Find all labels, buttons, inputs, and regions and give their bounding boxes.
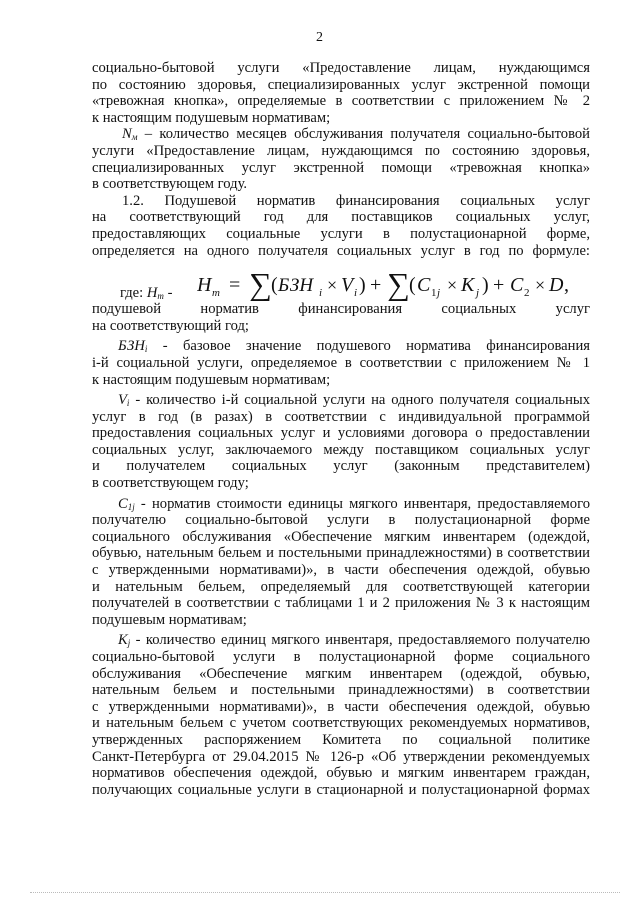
nm-symbol: N [122, 126, 132, 143]
v-continuation [92, 409, 590, 492]
section-1-2 [92, 193, 590, 259]
svg-text:∑: ∑ [249, 266, 272, 302]
text-line: в соответствующем году; [92, 475, 249, 492]
k-symbol: K [118, 632, 128, 649]
k-line-1 [92, 632, 590, 649]
document-body [92, 60, 590, 798]
k-subscript: j [127, 638, 131, 649]
svg-text:D: D [549, 274, 564, 297]
text-line: к настоящим подушевым нормативам; [92, 109, 331, 126]
svg-text:K: K [461, 274, 475, 297]
text-line: к настоящим подушевым нормативам; [92, 371, 331, 388]
text-line: получателю социально-бытовой услуги в полустационарной форме [92, 512, 590, 529]
bzn-text: - базовое значение подушевого норматива финансирования [147, 338, 590, 355]
text-line: в соответствующем году. [92, 176, 248, 193]
formula-prefix-symbol: Н [146, 285, 158, 302]
svg-text:×: × [447, 275, 458, 296]
svg-text:∑: ∑ [387, 266, 410, 302]
section-1-2-heading: 1.2. Подушевой норматив финансирования социальных услуг [122, 192, 590, 209]
c-line-1 [92, 496, 590, 513]
formula-prefix-dash: - [163, 285, 173, 302]
svg-text:i: i [354, 287, 358, 300]
text-line: получающих социальные услуги в стационарной и полустационарной формах [92, 781, 590, 798]
svg-text:j: j [476, 287, 480, 300]
text-line: социальных услуг, заключаемого между поставщиком социальных услуг [92, 441, 590, 458]
k-definition [92, 632, 590, 798]
bzn-subscript: i [144, 344, 148, 355]
nm-text: – количество месяцев обслуживания получателя социально-бытовой [137, 126, 590, 143]
text-line: обувью, нательным бельем и постельными принадлежностями) в соответствии [92, 545, 590, 562]
c-symbol: C [118, 495, 128, 512]
svg-text:V: V [341, 274, 354, 297]
svg-text:H: H [197, 274, 212, 297]
svg-text:j: j [437, 287, 441, 300]
text-line: социально-бытовой услуги «Предоставление лицам, нуждающимся [92, 60, 590, 76]
c-continuation [92, 512, 590, 628]
formula-equation [197, 259, 587, 301]
svg-text:+: + [370, 274, 382, 297]
text-line: утвержденных распоряжением Комитета по социальной политике [92, 731, 590, 748]
text-line: i-й социальной услуги, определяемое в соответствии с приложением № 1 [92, 354, 590, 371]
svg-text:): ) [359, 274, 366, 297]
text-line: на соответствующий год; [92, 317, 249, 334]
text-line: с утвержденными нормативами)», в части обеспечения одеждой, обувью [92, 698, 590, 715]
text-line: нательным бельем и постельными принадлежностями) в соответствии [92, 682, 590, 699]
svg-text:(: ( [271, 274, 278, 297]
text-line: по состоянию здоровья, специализированных услуг экстренной помощи [92, 76, 590, 93]
nm-definition [92, 126, 590, 192]
bzn-continuation [92, 355, 590, 388]
text-line: определяется на одного получателя социальных услуг в год по формуле: [92, 242, 590, 259]
text-line: и получателем социальных услуг (законным представителем) [92, 458, 590, 475]
v-line-1 [92, 392, 590, 409]
v-subscript: i [126, 398, 130, 409]
text-line: специализированных услуг экстренной помощи «тревожная кнопка» [92, 159, 590, 176]
text-line: и нательным бельем с учетом соответствующих рекомендуемых нормативов, [92, 715, 590, 732]
nm-continuation [92, 143, 590, 193]
text-line: Санкт-Петербурга от 29.04.2015 № 126-р «Об утверждении рекомендуемых [92, 748, 590, 765]
text-line: услуг в год (в разах) в соответствии с индивидуальной программой [92, 408, 590, 425]
svg-text:,: , [564, 274, 569, 297]
c-subscript: 1j [127, 501, 135, 512]
text-line: нормативов обеспечения одеждой, обувью и мягким инвентарем граждан, [92, 765, 590, 782]
text-line: подушевым нормативам; [92, 611, 247, 628]
text-line: обслуживания «Обеспечение мягким инвентарем (одеждой, обувью, [92, 665, 590, 682]
text-line: социального обслуживания «Обеспечение мягким инвентарем (одеждой, [92, 528, 590, 545]
nm-subscript: м [131, 132, 138, 143]
svg-text:i: i [319, 287, 323, 300]
formula-continuation [92, 301, 590, 334]
bzn-definition [92, 338, 590, 388]
text-line: социально-бытовой услуги в полустационарной форме социального [92, 649, 590, 665]
svg-text:C: C [417, 274, 431, 297]
nm-line-1 [92, 126, 590, 143]
k-text: - количество единиц мягкого инвентаря, предоставляемого получателю [130, 632, 590, 649]
page-number: 2 [316, 30, 323, 45]
svg-text:2: 2 [524, 287, 530, 300]
svg-text:+: + [493, 274, 505, 297]
svg-text:(: ( [409, 274, 416, 297]
text-line: предоставляющих социальные услуги в полустационарной форме, [92, 225, 590, 242]
c-definition [92, 496, 590, 629]
v-definition [92, 392, 590, 492]
text-line: получателей в соответствии с таблицами 1 и 2 приложения № 3 к настоящим [92, 595, 590, 612]
svg-text:=: = [229, 274, 241, 297]
v-text: - количество i-й социальной услуги на одного получателя социальных [129, 392, 590, 409]
formula-prefix [120, 285, 172, 302]
svg-text:m: m [212, 287, 220, 300]
text-line: подушевой норматив финансирования социальных услуг [92, 301, 590, 318]
formula-prefix-where: где: [120, 285, 147, 302]
bzn-line-1 [92, 338, 590, 355]
text-line: «тревожная кнопка», определяемые в соответствии с приложением № 2 [92, 93, 590, 110]
v-symbol: V [118, 392, 127, 409]
text-line: на соответствующий год для поставщиков социальных услуг, [92, 209, 590, 226]
section-1-2-continuation [92, 209, 590, 259]
svg-text:×: × [327, 275, 338, 296]
text-line: с утвержденными нормативами)», в части обеспечения одеждой, обувью [92, 562, 590, 579]
c-text: - норматив стоимости единицы мягкого инвентаря, предоставляемого [134, 495, 590, 512]
text-line: предоставления социальных услуг и условиями договора о предоставлении [92, 425, 590, 442]
formula-block [92, 259, 590, 301]
text-line: услуги «Предоставление лицам, нуждающимся по состоянию здоровья, [92, 142, 590, 159]
svg-text:×: × [535, 275, 546, 296]
svg-text:C: C [510, 274, 524, 297]
svg-text:): ) [482, 274, 489, 297]
page-bottom-edge [30, 892, 620, 893]
bzn-symbol: БЗН [118, 338, 145, 355]
formula-prefix-sub: т [157, 291, 164, 302]
intro-block [92, 60, 590, 126]
svg-text:1: 1 [431, 287, 437, 300]
k-continuation [92, 649, 590, 798]
text-line: и нательным бельем, определяемый для соответствующей категории [92, 578, 590, 595]
svg-text:БЗН: БЗН [278, 275, 314, 297]
